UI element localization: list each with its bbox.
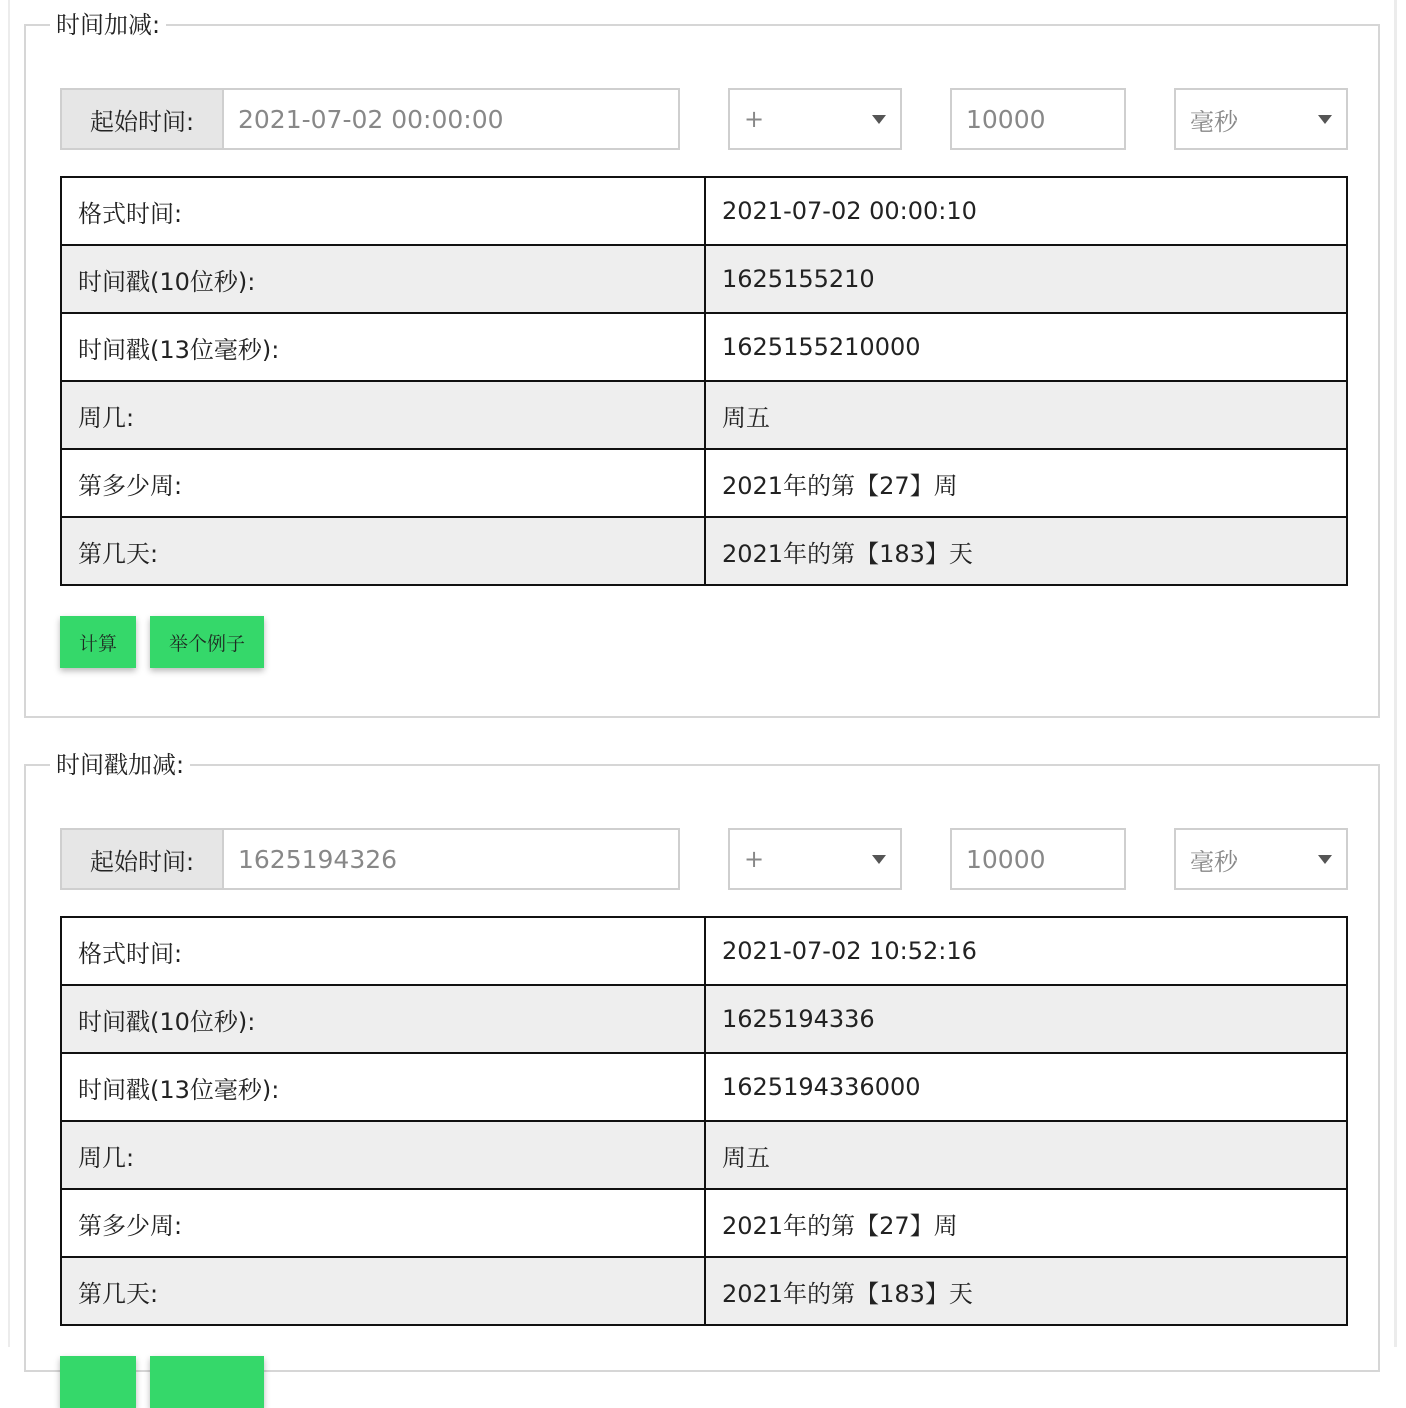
row-label: 周几: <box>61 381 705 449</box>
row-label: 时间戳(13位毫秒): <box>61 1053 705 1121</box>
example-button[interactable] <box>150 1356 264 1408</box>
unit-select[interactable] <box>1174 828 1348 890</box>
row-value: 1625155210000 <box>705 313 1347 381</box>
amount-input[interactable]: 10000 <box>950 88 1126 150</box>
chevron-down-icon <box>1318 115 1332 124</box>
row-value: 2021年的第【183】天 <box>705 1257 1347 1325</box>
table-row <box>61 1121 1347 1189</box>
row-label: 周几: <box>61 1121 705 1189</box>
example-button[interactable]: 举个例子 <box>150 616 264 668</box>
row-value: 1625194336 <box>705 985 1347 1053</box>
table-row <box>61 517 1347 585</box>
amount-input[interactable]: 10000 <box>950 828 1126 890</box>
panel-title: 时间戳加减: <box>56 751 185 779</box>
page-scrollbar-track[interactable] <box>1394 0 1397 1347</box>
row-label: 第几天: <box>61 517 705 585</box>
table-row <box>61 1189 1347 1257</box>
row-value: 1625194336000 <box>705 1053 1347 1121</box>
row-label: 格式时间: <box>61 177 705 245</box>
table-row <box>61 449 1347 517</box>
unit-value: 毫秒 <box>1190 107 1238 136</box>
panel-title: 时间加减: <box>56 11 161 39</box>
chevron-down-icon <box>872 115 886 124</box>
start-timestamp-input[interactable]: 1625194326 <box>222 828 680 890</box>
row-label: 第几天: <box>61 1257 705 1325</box>
row-value: 1625155210 <box>705 245 1347 313</box>
table-row <box>61 381 1347 449</box>
row-label: 时间戳(10位秒): <box>61 985 705 1053</box>
unit-value: 毫秒 <box>1190 847 1238 876</box>
table-row <box>61 245 1347 313</box>
start-time-label: 起始时间: <box>60 828 222 890</box>
result-table <box>60 176 1348 586</box>
chevron-down-icon <box>872 855 886 864</box>
page-left-border <box>8 0 10 1347</box>
operator-select[interactable] <box>728 828 902 890</box>
row-value: 2021-07-02 00:00:10 <box>705 177 1347 245</box>
table-row <box>61 1053 1347 1121</box>
table-row <box>61 917 1347 985</box>
calculate-button[interactable]: 计算 <box>60 616 136 668</box>
chevron-down-icon <box>1318 855 1332 864</box>
row-label: 第多少周: <box>61 1189 705 1257</box>
table-row <box>61 1257 1347 1325</box>
timestamp-add-subtract-panel <box>24 752 1380 1372</box>
row-value: 周五 <box>705 1121 1347 1189</box>
operator-value: + <box>744 845 765 873</box>
row-value: 2021年的第【27】周 <box>705 449 1347 517</box>
calculate-button[interactable] <box>60 1356 136 1408</box>
row-value: 2021年的第【183】天 <box>705 517 1347 585</box>
table-row <box>61 985 1347 1053</box>
unit-select[interactable] <box>1174 88 1348 150</box>
table-row <box>61 177 1347 245</box>
result-table <box>60 916 1348 1326</box>
row-label: 第多少周: <box>61 449 705 517</box>
start-time-input[interactable]: 2021-07-02 00:00:00 <box>222 88 680 150</box>
start-time-label: 起始时间: <box>60 88 222 150</box>
operator-select[interactable] <box>728 88 902 150</box>
row-value: 2021年的第【27】周 <box>705 1189 1347 1257</box>
row-label: 时间戳(10位秒): <box>61 245 705 313</box>
time-add-subtract-panel <box>24 12 1380 718</box>
row-label: 格式时间: <box>61 917 705 985</box>
row-value: 2021-07-02 10:52:16 <box>705 917 1347 985</box>
row-label: 时间戳(13位毫秒): <box>61 313 705 381</box>
operator-value: + <box>744 105 765 133</box>
row-value: 周五 <box>705 381 1347 449</box>
table-row <box>61 313 1347 381</box>
